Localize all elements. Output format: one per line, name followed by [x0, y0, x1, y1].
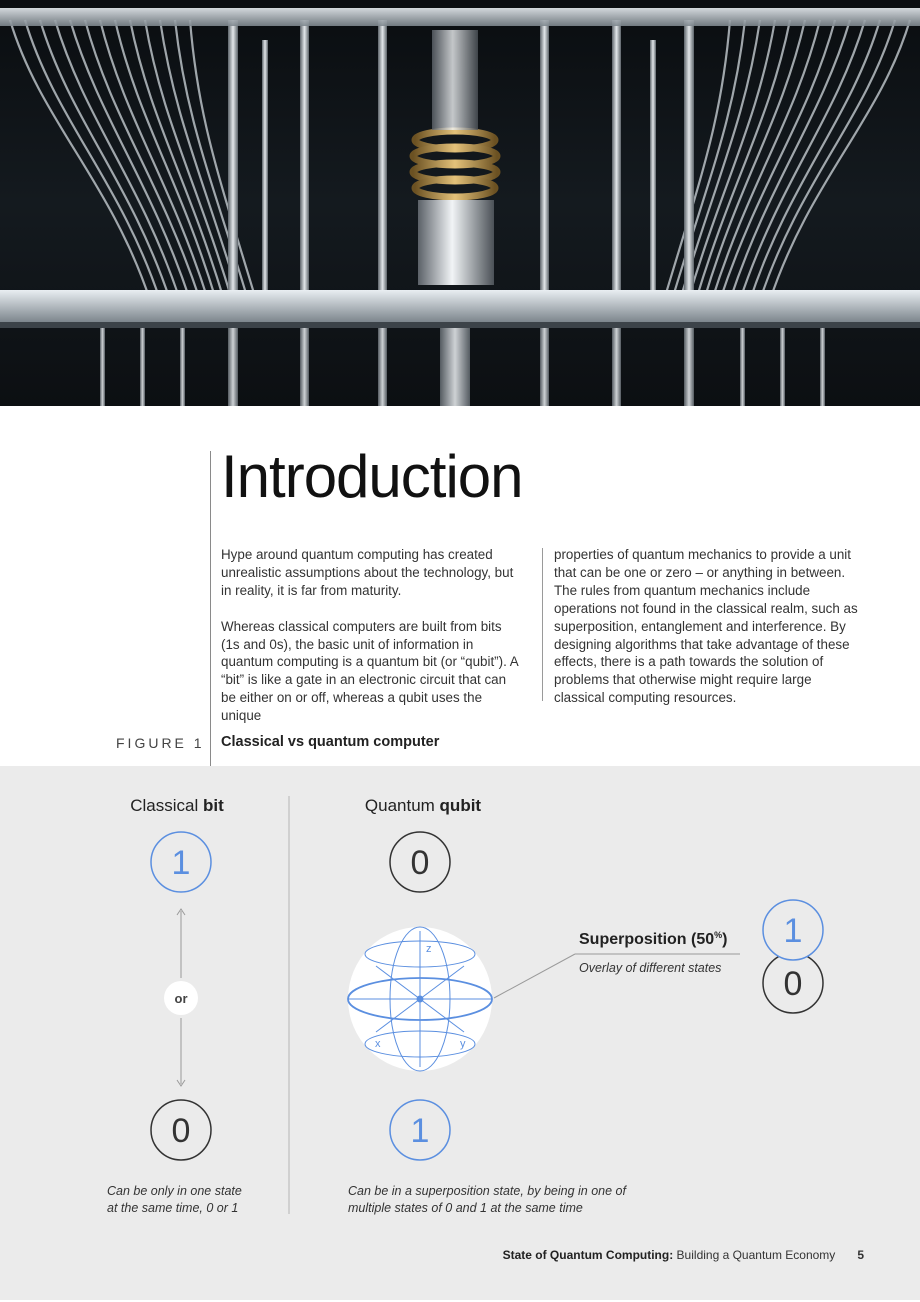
super-top-value: 1: [783, 912, 803, 950]
superposition-label-text: Superposition (50: [579, 931, 715, 948]
figure-label: FIGURE 1: [116, 735, 205, 751]
classical-caption-line1: Can be only in one state: [107, 1184, 242, 1198]
quantum-caption-line1: Can be in a superposition state, by being in one of: [348, 1184, 626, 1198]
classical-heading-bold: bit: [202, 796, 224, 815]
column-divider: [542, 548, 543, 701]
footer-title-bold: State of Quantum Computing:: [502, 1248, 674, 1262]
or-label: or: [174, 991, 188, 1006]
figure-diagram: [0, 766, 920, 1300]
classical-bottom-value: 0: [171, 1112, 191, 1150]
footer-title-rest: Building a Quantum Economy: [673, 1248, 836, 1262]
classical-caption-line2: at the same time, 0 or 1: [107, 1201, 239, 1215]
classical-heading: [130, 796, 224, 815]
paragraph: Whereas classical computers are built from bits (1s and 0s), the basic unit of information in quantum computing is a quantum bit (or “qubit”). A “bit” is like a gate in an electronic circuit that can be either on or off, whereas a qubit uses the unique: [221, 618, 518, 724]
superposition-label: [579, 930, 727, 948]
figure-title: Classical vs quantum computer: [221, 734, 440, 750]
paragraph: properties of quantum mechanics to provide a unit that can be one or zero – or anything in between. The rules from quantum mechanics include operations not found in the classical realm, such as superposition, entanglement and interference. By designing algorithms that take advantage of these effects, there is a path towards the solution of problems that otherwise might require large classical computing resources.: [554, 547, 858, 706]
quantum-heading: [365, 796, 482, 815]
quantum-top-value: 0: [410, 844, 430, 882]
page-number: 5: [857, 1248, 864, 1262]
page-title: Introduction: [221, 443, 523, 510]
quantum-bottom-value: 1: [410, 1112, 430, 1150]
superposition-connector: [494, 954, 575, 998]
quantum-heading-prefix: Quantum: [364, 796, 440, 815]
body-column-2: [554, 546, 864, 725]
quantum-caption-line2: multiple states of 0 and 1 at the same time: [348, 1201, 583, 1215]
title-rule: [210, 451, 211, 767]
paragraph: Hype around quantum computing has created unrealistic assumptions about the technology, but in reality, it is far from maturity.: [221, 547, 514, 598]
figure-panel: [0, 766, 920, 1300]
axis-x-label: x: [375, 1038, 381, 1050]
axis-z-label: z: [426, 943, 432, 955]
superposition-sublabel: Overlay of different states: [579, 961, 722, 975]
superposition-close: ): [722, 931, 728, 948]
superposition-pct: %: [714, 930, 723, 940]
axis-y-label: y: [460, 1038, 466, 1050]
page-footer: [503, 1248, 864, 1262]
classical-heading-prefix: Classical: [130, 796, 203, 815]
quantum-chandelier-illustration: [0, 0, 920, 406]
classical-top-value: 1: [171, 844, 191, 882]
bloch-sphere: [348, 927, 492, 1071]
hero-image: [0, 0, 920, 406]
body-column-1: [221, 546, 521, 743]
quantum-heading-bold: qubit: [439, 796, 482, 815]
super-bottom-value: 0: [783, 965, 803, 1003]
